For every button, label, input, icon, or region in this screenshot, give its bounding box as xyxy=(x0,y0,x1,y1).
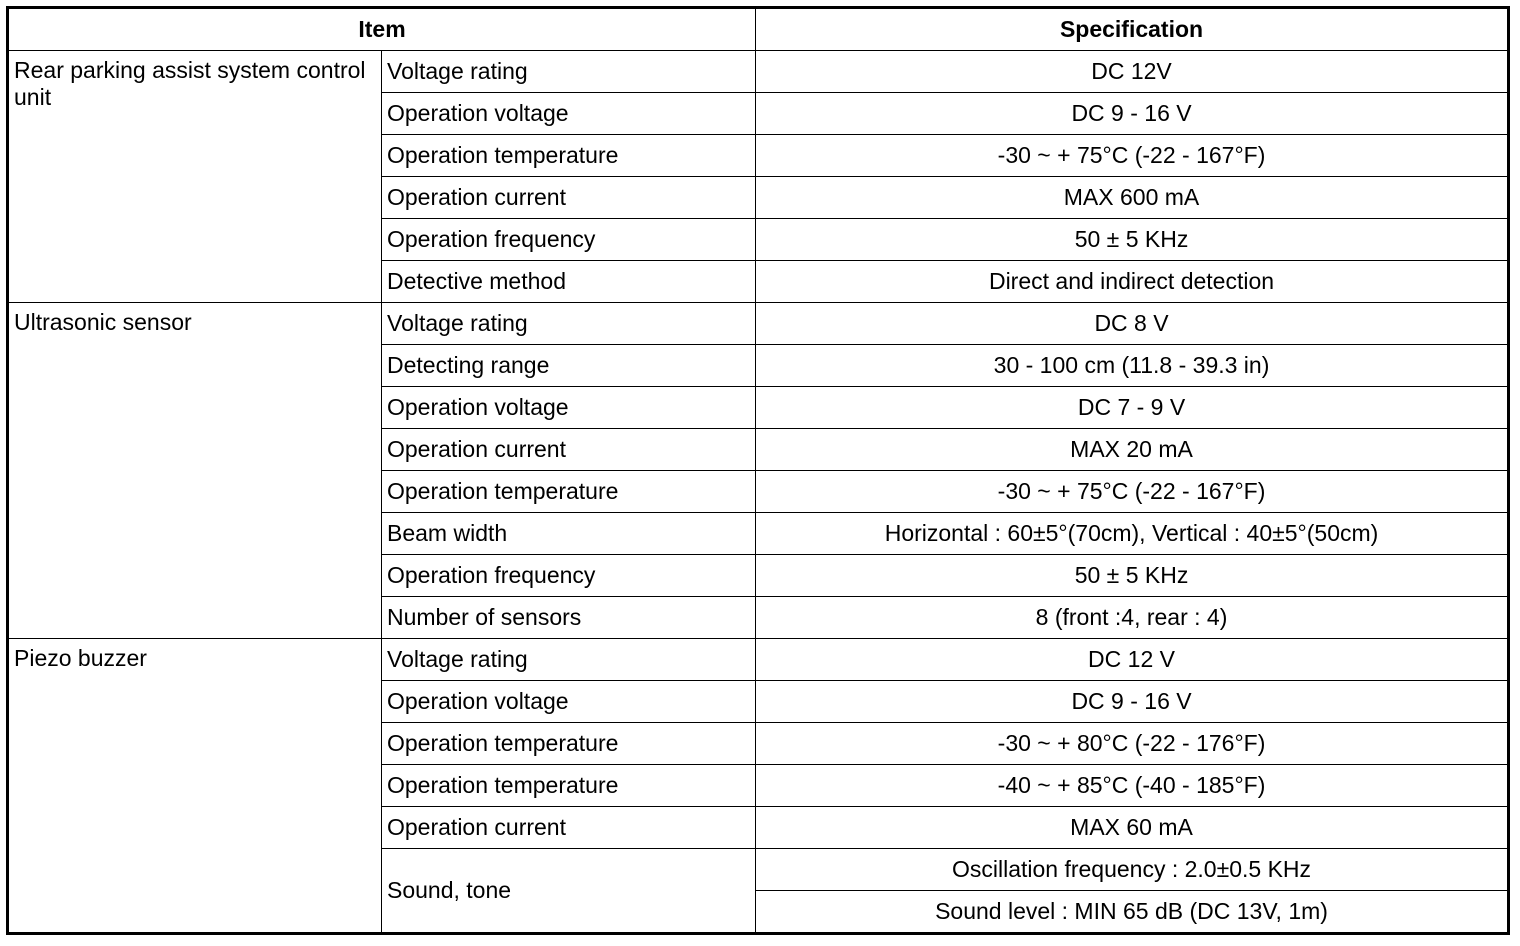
param-cell: Operation current xyxy=(382,807,756,849)
param-cell: Operation temperature xyxy=(382,135,756,177)
param-cell: Operation voltage xyxy=(382,681,756,723)
param-cell: Operation frequency xyxy=(382,219,756,261)
item-ultrasonic-sensor: Ultrasonic sensor xyxy=(8,303,382,639)
table-row xyxy=(8,639,1509,681)
param-cell: Sound, tone xyxy=(382,849,756,934)
header-item: Item xyxy=(8,8,756,51)
param-cell: Detecting range xyxy=(382,345,756,387)
value-cell: 50 ± 5 KHz xyxy=(756,555,1509,597)
value-cell: DC 12 V xyxy=(756,639,1509,681)
value-cell: MAX 20 mA xyxy=(756,429,1509,471)
value-cell: -30 ~ + 75°C (-22 - 167°F) xyxy=(756,471,1509,513)
value-cell: -30 ~ + 80°C (-22 - 176°F) xyxy=(756,723,1509,765)
table-row xyxy=(8,51,1509,93)
item-piezo-buzzer: Piezo buzzer xyxy=(8,639,382,934)
value-cell: Sound level : MIN 65 dB (DC 13V, 1m) xyxy=(756,891,1509,934)
param-cell: Operation temperature xyxy=(382,765,756,807)
param-cell: Voltage rating xyxy=(382,51,756,93)
value-cell: DC 12V xyxy=(756,51,1509,93)
param-cell: Operation temperature xyxy=(382,723,756,765)
param-cell: Beam width xyxy=(382,513,756,555)
value-cell: Direct and indirect detection xyxy=(756,261,1509,303)
specification-table xyxy=(6,6,1510,935)
value-cell: DC 9 - 16 V xyxy=(756,681,1509,723)
value-cell: -40 ~ + 85°C (-40 - 185°F) xyxy=(756,765,1509,807)
value-cell: 8 (front :4, rear : 4) xyxy=(756,597,1509,639)
value-cell: 30 - 100 cm (11.8 - 39.3 in) xyxy=(756,345,1509,387)
header-specification: Specification xyxy=(756,8,1509,51)
value-cell: DC 9 - 16 V xyxy=(756,93,1509,135)
param-cell: Operation voltage xyxy=(382,387,756,429)
value-cell: Oscillation frequency : 2.0±0.5 KHz xyxy=(756,849,1509,891)
param-cell: Voltage rating xyxy=(382,639,756,681)
param-cell: Voltage rating xyxy=(382,303,756,345)
param-cell: Operation voltage xyxy=(382,93,756,135)
value-cell: 50 ± 5 KHz xyxy=(756,219,1509,261)
param-cell: Number of sensors xyxy=(382,597,756,639)
table-row xyxy=(8,303,1509,345)
header-row xyxy=(8,8,1509,51)
value-cell: DC 7 - 9 V xyxy=(756,387,1509,429)
value-cell: MAX 600 mA xyxy=(756,177,1509,219)
value-cell: DC 8 V xyxy=(756,303,1509,345)
value-cell: -30 ~ + 75°C (-22 - 167°F) xyxy=(756,135,1509,177)
param-cell: Detective method xyxy=(382,261,756,303)
param-cell: Operation frequency xyxy=(382,555,756,597)
value-cell: Horizontal : 60±5°(70cm), Vertical : 40±5°(50cm) xyxy=(756,513,1509,555)
value-cell: MAX 60 mA xyxy=(756,807,1509,849)
param-cell: Operation current xyxy=(382,429,756,471)
item-control-unit: Rear parking assist system control unit xyxy=(8,51,382,303)
param-cell: Operation temperature xyxy=(382,471,756,513)
param-cell: Operation current xyxy=(382,177,756,219)
